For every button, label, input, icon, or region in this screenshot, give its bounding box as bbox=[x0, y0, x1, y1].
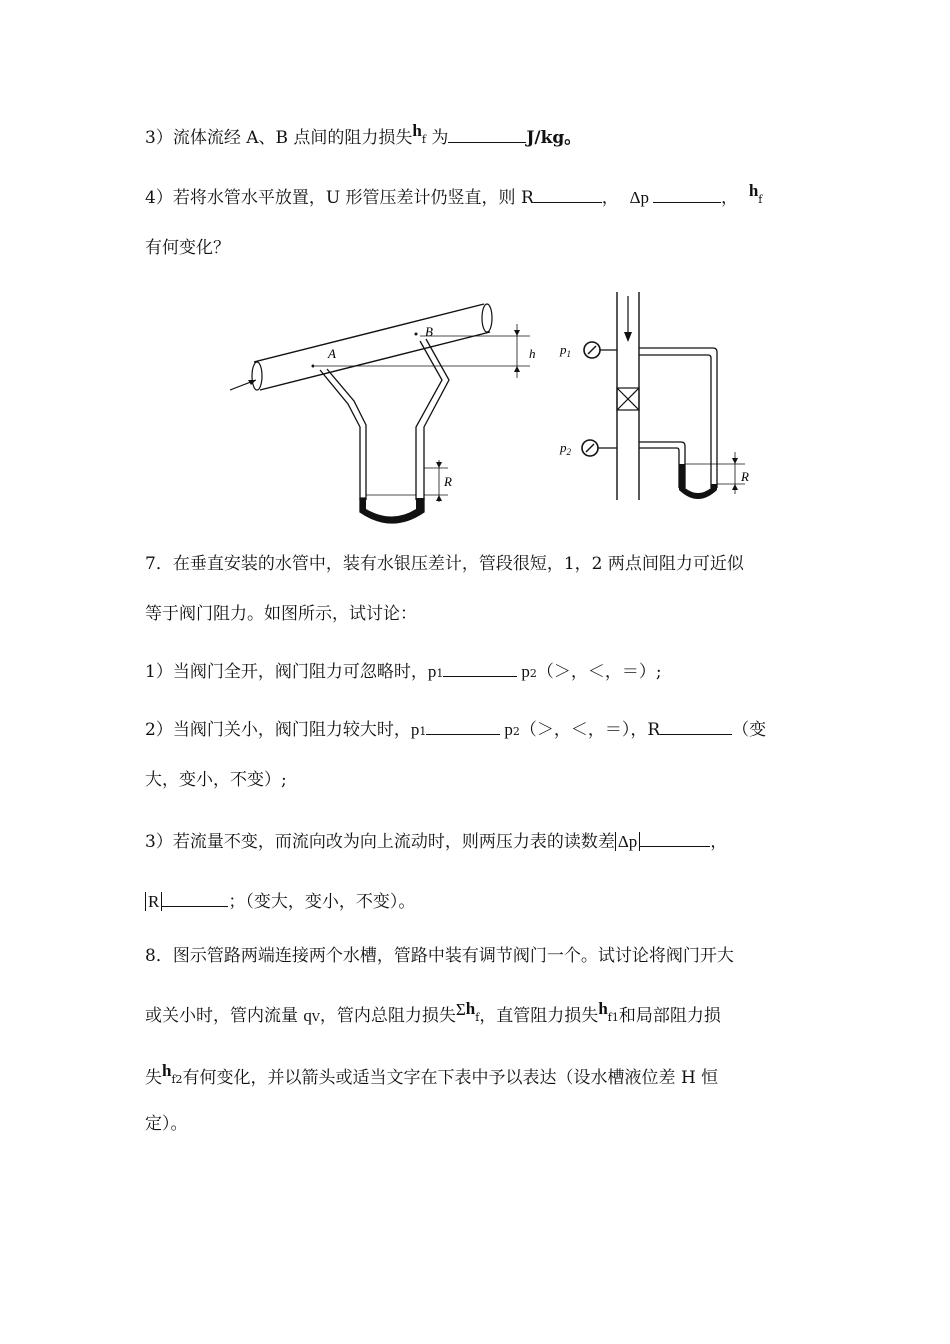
label-p2: $p_2$ bbox=[560, 440, 571, 457]
sub-1-prefix: 1）当阀门全开，阀门阻力可忽略时， bbox=[145, 662, 428, 682]
sum-symbol: Σ bbox=[455, 1000, 466, 1019]
qv-subscript: V bbox=[311, 1011, 320, 1024]
question-4-line-2: 有何变化？ bbox=[145, 238, 230, 258]
sub-2-mid: （＞，＜，＝），R bbox=[519, 720, 661, 740]
label-R: R bbox=[741, 469, 749, 484]
l2-text-b: ，管内总阻力损失 bbox=[319, 1006, 456, 1026]
sub-3-prefix: 3）若流量不变，而流向改为向上流动时，则两压力表的读数差 bbox=[145, 832, 615, 852]
arrow-down-icon bbox=[624, 332, 632, 342]
hf-symbol: h bbox=[412, 121, 422, 140]
sub-2-prefix: 2）当阀门关小，阀门阻力较大时， bbox=[145, 720, 411, 740]
l3-text-b: 有何变化，并以箭头或适当文字在下表中予以表达（设水槽液位差 H 恒 bbox=[182, 1068, 719, 1088]
pipe-bottom-edge bbox=[260, 332, 490, 390]
pipe-top-edge bbox=[254, 304, 484, 362]
l2-text-c: ，直管阻力损失 bbox=[479, 1006, 599, 1026]
hf-symbol: h bbox=[465, 999, 476, 1018]
arrow-head-icon bbox=[732, 484, 738, 490]
l2-text-d: 和局部阻力损 bbox=[618, 1006, 721, 1026]
delta-p-symbol: Δp bbox=[629, 188, 649, 207]
hf-subscript: f bbox=[758, 193, 763, 206]
manometer-upper-outer bbox=[639, 348, 717, 488]
problem-8-line-4: 定）。 bbox=[145, 1114, 188, 1134]
manometer-lower-inner bbox=[639, 448, 679, 488]
p2-subscript: 2 bbox=[512, 725, 520, 738]
l2-text-a: 或关小时，管内流量 bbox=[145, 1006, 304, 1026]
qv-symbol: q bbox=[303, 1006, 312, 1025]
problem-8-line-2 bbox=[145, 999, 721, 1030]
p1-subscript: 1 bbox=[436, 667, 444, 680]
problem-8-line-1: 8．图示管路两端连接两个水槽，管路中装有调节阀门一个。试讨论将阀门开大 bbox=[145, 946, 734, 966]
mercury-fill bbox=[360, 498, 424, 523]
pipe-end-right bbox=[482, 304, 492, 332]
problem-7-sub-1 bbox=[145, 660, 662, 686]
l3-text-a: 失 bbox=[145, 1068, 162, 1088]
sub-1-suffix: （＞，＜，＝）; bbox=[536, 662, 662, 682]
answer-blank-R[interactable] bbox=[660, 718, 732, 735]
pipe-end-left bbox=[252, 362, 262, 390]
abs-R: R bbox=[145, 892, 162, 911]
problem-8-line-3 bbox=[145, 1061, 719, 1092]
p1-symbol: p bbox=[427, 662, 437, 681]
hf-subscript: f bbox=[421, 133, 426, 146]
hf1-symbol: h bbox=[598, 999, 608, 1018]
point-B bbox=[415, 333, 418, 336]
answer-blank-dp[interactable] bbox=[653, 186, 721, 203]
p2-subscript: 2 bbox=[529, 667, 537, 680]
hf-symbol: h bbox=[748, 181, 759, 200]
answer-blank-dp[interactable] bbox=[640, 830, 710, 847]
separator: ， bbox=[601, 188, 619, 208]
answer-blank-compare[interactable] bbox=[426, 718, 500, 735]
arrow-head-icon bbox=[436, 462, 442, 468]
q3-mid: 为 bbox=[425, 128, 449, 148]
unit-text: J/kg。 bbox=[526, 128, 582, 148]
abs-delta-p: Δp bbox=[615, 832, 640, 851]
p1-symbol: p bbox=[410, 720, 420, 739]
question-4-line bbox=[145, 181, 763, 212]
label-h: h bbox=[529, 346, 536, 361]
figure-vertical-pipe bbox=[555, 288, 770, 513]
arrow-head-icon bbox=[514, 330, 520, 336]
p2-symbol: p bbox=[521, 662, 530, 681]
problem-7-sub-3-line-2 bbox=[145, 890, 415, 914]
hf-subscript: f bbox=[475, 1011, 480, 1024]
label-B: B bbox=[425, 324, 433, 339]
sub-3-suffix: ；（变大，变小，不变）。 bbox=[228, 892, 416, 912]
p2-symbol: p bbox=[504, 720, 513, 739]
answer-blank-R[interactable] bbox=[162, 890, 228, 907]
label-p1: $p_1$ bbox=[560, 342, 571, 359]
point-A bbox=[312, 365, 315, 368]
hf2-symbol: h bbox=[162, 1061, 172, 1080]
arrow-head-icon bbox=[514, 366, 520, 372]
problem-7-line-1: 7．在垂直安装的水管中，装有水银压差计，管段很短，1，2 两点间阻力可近似 bbox=[145, 554, 744, 574]
manometer-upper-inner bbox=[639, 355, 711, 488]
question-3-line bbox=[145, 121, 582, 152]
separator: ， bbox=[710, 832, 728, 852]
separator: ， bbox=[721, 188, 738, 208]
answer-blank-R[interactable] bbox=[534, 186, 602, 203]
q3-prefix: 3）流体流经 A、B 点间的阻力损失 bbox=[145, 128, 413, 148]
gauge-needle bbox=[586, 444, 594, 452]
problem-7-sub-2-line-2: 大，变小，不变）; bbox=[145, 770, 287, 790]
manometer-right-inner bbox=[416, 341, 442, 500]
label-A: A bbox=[328, 346, 336, 361]
hf2-subscript: f2 bbox=[171, 1073, 183, 1086]
problem-7-sub-2 bbox=[145, 718, 766, 744]
figure-inclined-pipe bbox=[220, 290, 550, 535]
q4-prefix: 4）若将水管水平放置，U 形管压差计仍竖直，则 R bbox=[145, 188, 534, 208]
problem-7-line-2: 等于阀门阻力。如图所示，试讨论： bbox=[145, 604, 417, 624]
p1-subscript: 1 bbox=[419, 725, 427, 738]
arrow-head-icon bbox=[436, 495, 442, 501]
answer-blank-compare[interactable] bbox=[443, 660, 517, 677]
label-R: R bbox=[444, 474, 452, 489]
answer-blank[interactable] bbox=[448, 126, 526, 143]
sub-2-suffix: （变 bbox=[732, 720, 767, 740]
manometer-left-outer bbox=[320, 370, 360, 500]
hf1-subscript: f1 bbox=[607, 1011, 619, 1024]
problem-7-sub-3 bbox=[145, 830, 727, 854]
gauge-needle bbox=[588, 346, 596, 354]
arrow-head-icon bbox=[732, 458, 738, 464]
